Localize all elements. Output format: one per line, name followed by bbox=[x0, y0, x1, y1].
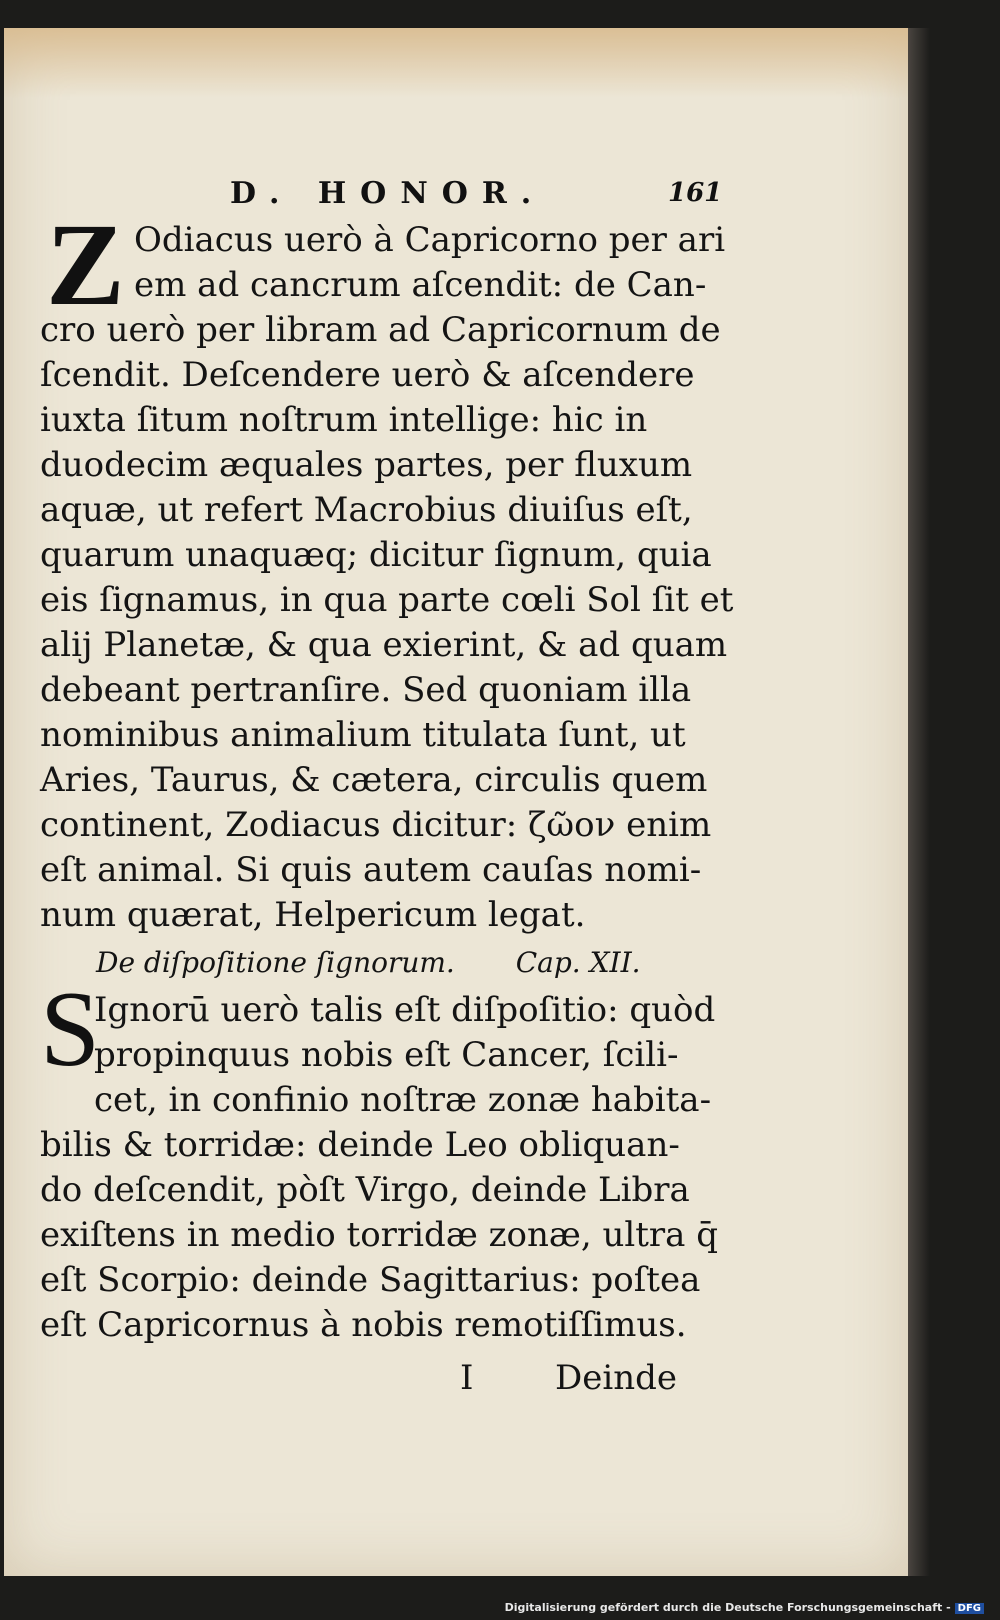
page-number: 161 bbox=[668, 178, 723, 208]
drop-cap-s: S bbox=[40, 970, 101, 1089]
book-edge bbox=[908, 28, 930, 1576]
footer-credit bbox=[505, 1601, 984, 1614]
text-line: quarum unaquæq; dicitur ſignum, quia bbox=[40, 535, 712, 575]
running-head: D. HONOR. bbox=[230, 176, 546, 211]
text-line: alij Planetæ, & qua exierint, & ad quam bbox=[40, 625, 728, 665]
paragraph-signs bbox=[40, 988, 730, 1348]
dfg-logo: DFG bbox=[955, 1603, 984, 1614]
text-line: duodecim æquales partes, per fluxum bbox=[40, 445, 693, 485]
text-line: propinquus nobis eſt Cancer, ſcili- bbox=[94, 1035, 679, 1075]
text-line: ſcendit. Deſcendere uerò & aſcendere bbox=[40, 355, 695, 395]
text-line: nominibus animalium titulata ſunt, ut bbox=[40, 715, 686, 755]
text-line: do deſcendit, pòſt Virgo, deinde Libra bbox=[40, 1170, 690, 1210]
text-line: cro uerò per libram ad Capricornum de bbox=[40, 310, 721, 350]
text-line: iuxta ſitum noſtrum intellige: hic in bbox=[40, 400, 648, 440]
text-line: debeant pertranſire. Sed quoniam illa bbox=[40, 670, 692, 710]
text-line: exiſtens in medio torridæ zonæ, ultra q̄ bbox=[40, 1215, 718, 1255]
text-line: em ad cancrum aſcendit: de Can- bbox=[134, 265, 707, 305]
drop-cap-z: Z bbox=[46, 199, 125, 330]
page-header bbox=[4, 176, 908, 216]
text-line: Odiacus uerò à Capricorno per ari bbox=[134, 220, 726, 260]
text-line: cet, in confinio noſtræ zonæ habita- bbox=[94, 1080, 712, 1120]
text-line: aquæ, ut refert Macrobius diuiſus eſt, bbox=[40, 490, 693, 530]
catchword: Deinde bbox=[555, 1358, 678, 1398]
footer-text: Digitalisierung gefördert durch die Deutsche Forschungsgemeinschaft - bbox=[504, 1601, 951, 1614]
paragraph-zodiac bbox=[40, 218, 734, 938]
text-line: eſt animal. Si quis autem cauſas nomi- bbox=[40, 850, 702, 890]
chapter-number: Cap. XII. bbox=[515, 946, 641, 979]
text-line: eſt Scorpio: deinde Sagittarius: poſtea bbox=[40, 1260, 701, 1300]
body-text bbox=[40, 199, 734, 1408]
page-stain bbox=[4, 28, 908, 98]
text-line: num quærat, Helpericum legat. bbox=[40, 895, 586, 935]
chapter-heading bbox=[40, 938, 730, 988]
text-line: Aries, Taurus, & cætera, circulis quem bbox=[40, 760, 708, 800]
text-line: eis ſignamus, in qua parte cœli Sol ſit et bbox=[40, 580, 734, 620]
catchline bbox=[40, 1348, 730, 1408]
text-line: continent, Zodiacus dicitur: ζῶον enim bbox=[40, 805, 712, 845]
signature-mark: I bbox=[460, 1358, 474, 1398]
text-line: eſt Capricornus à nobis remotiſſimus. bbox=[40, 1305, 687, 1345]
chapter-title: De diſpoſitione ſignorum. bbox=[96, 946, 455, 979]
text-line: bilis & torridæ: deinde Leo obliquan- bbox=[40, 1125, 680, 1165]
text-line: Ignorū uerò talis eſt diſpoſitio: quòd bbox=[94, 990, 716, 1030]
book-page bbox=[4, 28, 908, 1576]
